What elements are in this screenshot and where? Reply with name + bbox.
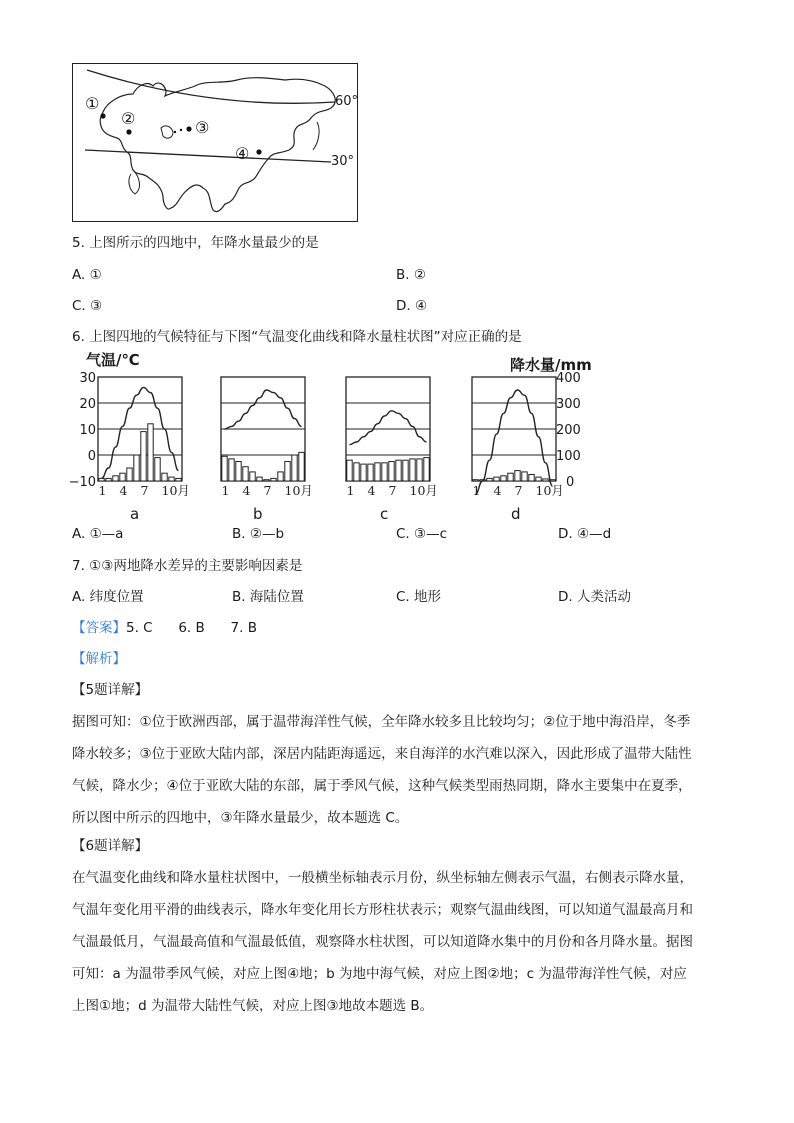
chart-b-precip-bar [243,467,248,481]
chart-b-x-tick-label: 7 [263,483,272,498]
chart-a-precip-bar [141,432,146,481]
chart-d-precip-bar [522,472,527,481]
precip-tick-200: 200 [556,423,581,438]
chart-b-temperature-curve [225,390,302,429]
chart-b-precip-bar [285,462,290,482]
left-axis-title: 气温/℃ [86,351,140,369]
chart-d-precip-bar [494,477,499,481]
precip-tick-300: 300 [556,397,581,412]
chart-label-c: c [380,505,389,523]
detail-5-line: 气候，降水少；④位于亚欧大陆的东部，属于季风气候，这种气候类型雨热同期，降水主要集中在夏季， [72,778,692,794]
temp-tick-0: 0 [87,449,96,464]
question-7-stem: 7. ①③两地降水差异的主要影响因素是 [72,558,303,574]
latitude-30-label: 30° [331,154,355,169]
chart-a-precip-bar [155,458,160,481]
chart-b-precip-bar [257,477,262,481]
detail-6-line: 上图①地；d 为温带大陆性气候，对应上图③地故本题选 B。 [72,998,434,1014]
chart-d-precip-bar [536,477,541,481]
climate-charts [0,0,794,530]
latitude-60-label: 60° [335,94,359,109]
chart-d-precip-bar [508,473,513,481]
chart-d-precip-bar [543,479,548,481]
detail-6-line: 在气温变化曲线和降水量柱状图中，一般横坐标轴表示月份，纵坐标轴左侧表示气温，右侧表示降水量， [72,870,693,886]
chart-b-x-tick-label: 10月 [284,483,313,498]
chart-b-precip-bar [229,459,234,481]
chart-c-precip-bar [389,462,394,482]
detail-5-paragraph [72,706,722,834]
temp-tick-30: 30 [79,371,96,386]
chart-c-precip-bar [375,463,380,481]
analysis-tag [72,649,126,669]
chart-a-x-tick-label: 10月 [161,483,190,498]
chart-b-precip-bar [292,455,297,481]
chart-c-precip-bar [417,459,422,481]
chart-d-x-tick-label: 4 [493,483,502,498]
chart-c-precip-bar [361,464,366,481]
chart-c-precip-bar [354,463,359,481]
detail-5-line: 据图可知：①位于欧洲西部，属于温带海洋性气候，全年降水较多且比较均匀；②位于地中海沿岸，冬季 [72,714,691,730]
chart-d-precip-bar [501,476,506,481]
chart-c-precip-bar [403,460,408,481]
chart-c-precip-bar [347,460,352,481]
chart-a-precip-bar [148,424,153,481]
right-axis-title: 降水量/mm [510,356,592,374]
detail-6-line: 可知：a 为温带季风气候，对应上图④地；b 为地中海气候，对应上图②地；c 为温带海洋性气候，对应 [72,966,687,982]
chart-a-precip-bar [162,473,167,481]
precip-tick-100: 100 [556,449,581,464]
chart-b-precip-bar [222,456,227,481]
question-6-option-a: A. ①—a [72,526,124,542]
chart-c-precip-bar [382,463,387,481]
answer-tag: 【答案】 [72,620,126,636]
question-7-option-d: D. 人类活动 [558,589,631,605]
chart-d-precip-bar [487,478,492,481]
temp-tick-20: 20 [79,397,96,412]
chart-b-precip-bar [236,462,241,482]
question-6-option-c: C. ③—c [396,526,448,542]
answer-line [72,618,257,638]
chart-d-precip-bar [515,471,520,481]
question-7-option-c: C. 地形 [396,589,442,605]
chart-c-precip-bar [424,458,429,481]
detail-6-paragraph [72,862,722,1022]
question-7-option-a: A. 纬度位置 [72,589,144,605]
question-6-option-d: D. ④—d [558,526,612,542]
analysis-tag-text: 【解析】 [72,651,126,667]
chart-a-precip-bar [113,476,118,481]
chart-a-precip-bar [127,468,132,481]
question-6-option-b: B. ②—b [232,526,285,542]
answer-values: 5. C 6. B 7. B [126,620,257,636]
chart-d-precip-bar [529,475,534,482]
precip-tick-400: 400 [556,371,581,386]
chart-d-x-tick-label: 10月 [535,483,564,498]
temp-tick-10: 10 [79,423,96,438]
map-label-4: ④ [235,144,250,163]
chart-a-x-tick-label: 1 [98,483,107,498]
question-5-option-a: A. ① [72,267,102,283]
chart-c-x-tick-label: 1 [346,483,355,498]
chart-a-x-tick-label: 4 [119,483,128,498]
detail-5-line: 降水较多；③位于亚欧大陆内部，深居内陆距海遥远，来自海洋的水汽难以深入，因此形成了温带大陆性 [72,746,692,762]
map-label-3: ③ [195,118,210,137]
chart-label-b: b [253,505,263,523]
chart-c-x-tick-label: 10月 [409,483,438,498]
chart-a-temperature-curve [102,387,179,478]
chart-c-precip-bar [368,464,373,481]
detail-6-title: 【6题详解】 [72,838,149,854]
chart-b-precip-bar [278,472,283,481]
question-5-option-b: B. ② [396,267,426,283]
chart-a-precip-bar [169,477,174,481]
question-5-option-d: D. ④ [396,298,428,314]
chart-b-x-tick-label: 4 [242,483,251,498]
question-5-option-c: C. ③ [72,298,103,314]
detail-6-line: 气温最低月，气温最高值和气温最低值，观察降水柱状图，可以知道降水集中的月份和各月降水量。据图 [72,934,693,950]
chart-b-precip-bar [271,478,276,481]
chart-b-precip-bar [264,480,269,481]
chart-a-precip-bar [134,455,139,481]
chart-c-x-tick-label: 7 [388,483,397,498]
chart-c-temperature-curve [350,411,427,445]
chart-a-x-tick-label: 7 [140,483,149,498]
chart-b-precip-bar [250,472,255,481]
detail-6-line: 气温年变化用平滑的曲线表示，降水年变化用长方形柱状表示；观察气温曲线图，可以知道气温最高月和 [72,902,693,918]
chart-label-d: d [511,505,521,523]
map-label-2: ② [121,109,136,128]
question-7-option-b: B. 海陆位置 [232,589,304,605]
chart-c-x-tick-label: 4 [367,483,376,498]
chart-c-precip-bar [410,459,415,481]
chart-c-precip-bar [396,460,401,481]
chart-a-precip-bar [106,478,111,481]
map-label-1: ① [85,94,100,113]
chart-d-x-tick-label: 1 [472,483,481,498]
chart-label-a: a [130,505,140,523]
question-5-stem: 5. 上图所示的四地中，年降水量最少的是 [72,235,319,251]
precip-tick-0: 0 [566,475,575,490]
chart-a-precip-bar [120,473,125,481]
chart-b-precip-bar [299,452,304,481]
detail-5-line: 所以图中所示的四地中，③年降水量最少，故本题选 C。 [72,810,409,826]
chart-d-x-tick-label: 7 [514,483,523,498]
question-6-stem: 6. 上图四地的气候特征与下图“气温变化曲线和降水量柱状图”对应正确的是 [72,329,522,345]
temp-tick-minus10: −10 [68,475,96,490]
chart-d-precip-bar [473,480,478,481]
detail-5-title: 【5题详解】 [72,682,149,698]
chart-a-precip-bar [176,478,181,481]
chart-b-x-tick-label: 1 [221,483,230,498]
